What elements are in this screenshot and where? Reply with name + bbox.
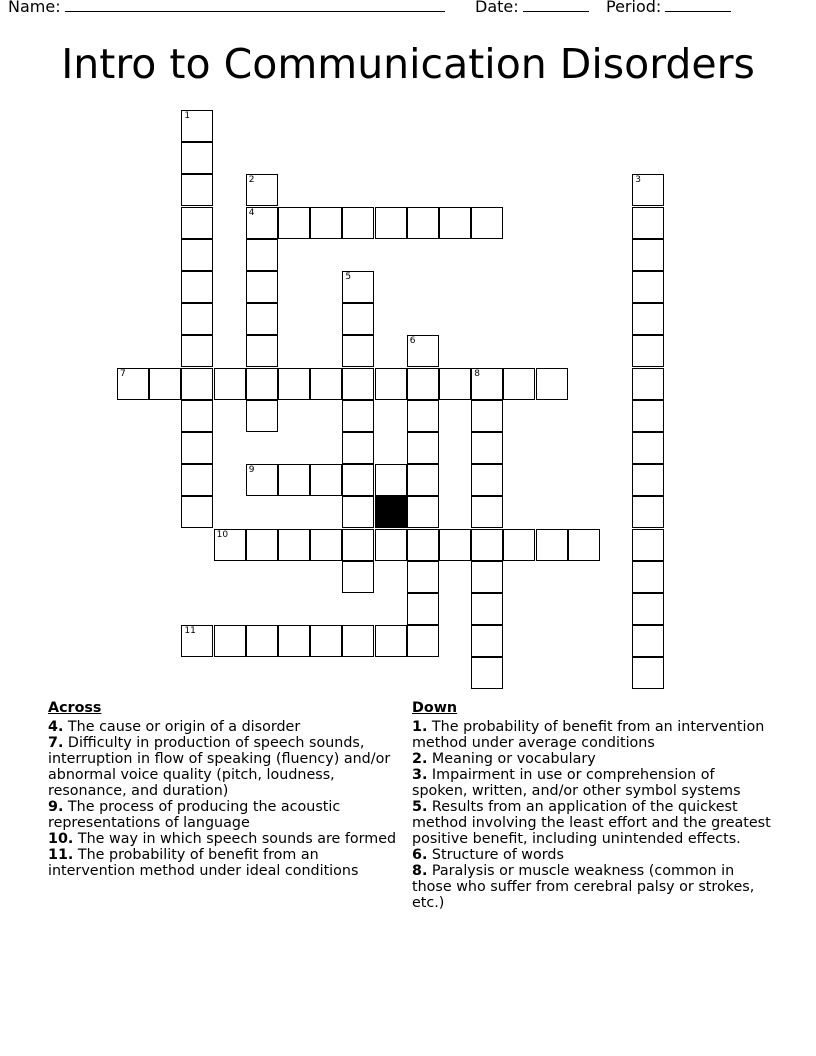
down-clues [412, 700, 772, 911]
grid-cell[interactable] [632, 657, 664, 689]
grid-cell[interactable] [214, 529, 246, 561]
grid-cell[interactable] [471, 593, 503, 625]
name-label: Name: [8, 0, 61, 16]
grid-cell[interactable] [503, 529, 535, 561]
grid-cell[interactable] [246, 529, 278, 561]
grid-cell[interactable] [407, 400, 439, 432]
clue-text: The cause or origin of a disorder [63, 719, 301, 735]
grid-cell[interactable] [439, 529, 471, 561]
grid-cell[interactable] [342, 368, 374, 400]
grid-cell[interactable] [471, 368, 503, 400]
grid-cell[interactable] [536, 529, 568, 561]
clue-number-label: 11. [48, 847, 74, 863]
grid-cell[interactable] [278, 207, 310, 239]
grid-cell[interactable] [181, 368, 213, 400]
across-clue-11 [48, 847, 408, 879]
grid-cell[interactable] [181, 142, 213, 174]
grid-cell[interactable] [632, 625, 664, 657]
grid-cell[interactable] [181, 239, 213, 271]
grid-cell[interactable] [471, 529, 503, 561]
grid-cell[interactable] [375, 368, 407, 400]
across-clue-7 [48, 735, 408, 799]
grid-cell[interactable] [342, 464, 374, 496]
grid-cell[interactable] [632, 593, 664, 625]
clue-text: The probability of benefit from an intervention method under average conditions [412, 719, 765, 751]
grid-cell[interactable] [632, 496, 664, 528]
grid-cell[interactable] [632, 335, 664, 367]
clue-text: Structure of words [427, 847, 564, 863]
grid-cell[interactable] [439, 368, 471, 400]
grid-cell[interactable] [278, 625, 310, 657]
grid-cell[interactable] [310, 625, 342, 657]
grid-cell[interactable] [471, 561, 503, 593]
grid-cell[interactable] [632, 432, 664, 464]
grid-cell[interactable] [246, 400, 278, 432]
grid-cell[interactable] [407, 625, 439, 657]
down-clue-list [412, 719, 772, 911]
grid-cell[interactable] [342, 207, 374, 239]
clue-number-label: 3. [412, 767, 428, 783]
grid-cell[interactable] [181, 625, 213, 657]
grid-cell[interactable] [310, 464, 342, 496]
grid-cell[interactable] [342, 561, 374, 593]
grid-cell[interactable] [181, 432, 213, 464]
grid-cell[interactable] [375, 625, 407, 657]
grid-cell[interactable] [407, 529, 439, 561]
grid-cell[interactable] [503, 368, 535, 400]
grid-cell[interactable] [342, 400, 374, 432]
clue-text: Impairment in use or comprehension of spoken, written, and/or other symbol systems [412, 767, 741, 799]
grid-cell[interactable] [632, 207, 664, 239]
clue-text: Results from an application of the quickest method involving the least effort and the greatest positive benefit, including unintended effects. [412, 799, 771, 847]
grid-cell[interactable] [246, 271, 278, 303]
grid-cell[interactable] [342, 335, 374, 367]
grid-cell[interactable] [632, 464, 664, 496]
grid-cell[interactable] [278, 529, 310, 561]
grid-cell[interactable] [632, 400, 664, 432]
grid-cell[interactable] [632, 174, 664, 206]
grid-cell[interactable] [632, 239, 664, 271]
grid-cell[interactable] [181, 400, 213, 432]
grid-cell[interactable] [375, 207, 407, 239]
clue-number-label: 9. [48, 799, 64, 815]
grid-cell[interactable] [632, 368, 664, 400]
grid-cell[interactable] [471, 432, 503, 464]
clue-number-label: 5. [412, 799, 428, 815]
grid-cell[interactable] [632, 271, 664, 303]
clue-number: 4 [248, 207, 255, 218]
grid-cell[interactable] [310, 529, 342, 561]
clue-number: 9 [248, 465, 255, 476]
grid-cell[interactable] [471, 496, 503, 528]
grid-cell[interactable] [536, 368, 568, 400]
grid-cell[interactable] [149, 368, 181, 400]
down-clue-6 [412, 847, 772, 863]
clue-number-label: 8. [412, 863, 428, 879]
grid-cell[interactable] [246, 207, 278, 239]
across-clue-list [48, 719, 408, 879]
clue-number: 1 [184, 111, 191, 121]
grid-cell[interactable] [246, 368, 278, 400]
grid-cell[interactable] [407, 464, 439, 496]
down-heading: Down [412, 700, 458, 716]
page-title: Intro to Communication Disorders [61, 40, 755, 88]
grid-cell[interactable] [407, 496, 439, 528]
clue-number-label: 7. [48, 735, 64, 751]
grid-cell[interactable] [471, 207, 503, 239]
grid-cell[interactable] [471, 464, 503, 496]
across-clues [48, 700, 408, 879]
across-clue-9 [48, 799, 408, 831]
grid-cell[interactable] [375, 529, 407, 561]
grid-cell[interactable] [407, 593, 439, 625]
grid-cell[interactable] [632, 529, 664, 561]
grid-cell[interactable] [632, 303, 664, 335]
across-heading: Across [48, 700, 102, 716]
grid-cell[interactable] [181, 271, 213, 303]
down-clue-3 [412, 767, 772, 799]
clue-number-label: 4. [48, 719, 64, 735]
grid-cell[interactable] [439, 207, 471, 239]
grid-cell[interactable] [181, 110, 213, 142]
grid-cell[interactable] [342, 303, 374, 335]
grid-cell[interactable] [407, 432, 439, 464]
grid-cell[interactable] [246, 174, 278, 206]
grid-cell[interactable] [568, 529, 600, 561]
grid-cell[interactable] [375, 464, 407, 496]
clue-number: 3 [635, 175, 641, 186]
clue-number: 7 [120, 368, 126, 379]
grid-cell[interactable] [246, 303, 278, 335]
grid-cell[interactable] [181, 496, 213, 528]
grid-cell[interactable] [342, 271, 374, 303]
clue-number: 8 [474, 368, 480, 379]
clue-number: 11 [184, 626, 196, 637]
grid-cell[interactable] [342, 529, 374, 561]
grid-cell[interactable] [471, 625, 503, 657]
grid-cell[interactable] [471, 657, 503, 689]
grid-cell[interactable] [246, 464, 278, 496]
clue-text: The process of producing the acoustic representations of language [48, 799, 341, 831]
across-clue-10 [48, 831, 408, 847]
grid-cell[interactable] [342, 625, 374, 657]
black-square [375, 496, 407, 528]
grid-cell[interactable] [278, 368, 310, 400]
grid-cell[interactable] [181, 174, 213, 206]
grid-cell[interactable] [181, 303, 213, 335]
grid-cell[interactable] [214, 625, 246, 657]
down-clue-1 [412, 719, 772, 751]
clue-text: Difficulty in production of speech sounds, interruption in flow of speaking (fluency) and/or abnormal voice quality (pitch, loudness, resonance, and duration) [48, 735, 391, 799]
grid-cell[interactable] [407, 207, 439, 239]
clue-text: The way in which speech sounds are formed [73, 831, 397, 847]
clue-number: 2 [248, 175, 255, 186]
grid-cell[interactable] [214, 368, 246, 400]
clue-number-label: 10. [48, 831, 74, 847]
grid-cell[interactable] [181, 335, 213, 367]
clue-number: 5 [345, 272, 352, 282]
clue-number: 10 [216, 529, 229, 540]
clue-text: Paralysis or muscle weakness (common in those who suffer from cerebral palsy or strokes, etc.) [412, 863, 755, 911]
grid-cell[interactable] [407, 335, 439, 367]
grid-cell[interactable] [632, 561, 664, 593]
grid-cell[interactable] [407, 561, 439, 593]
clue-number-label: 6. [412, 847, 428, 863]
grid-cell[interactable] [117, 368, 149, 400]
down-clue-2 [412, 751, 772, 767]
down-clue-5 [412, 799, 772, 847]
grid-cell[interactable] [278, 464, 310, 496]
date-label: Date: [475, 0, 519, 16]
grid-cell[interactable] [246, 625, 278, 657]
grid-cell[interactable] [246, 335, 278, 367]
clue-text: The probability of benefit from an intervention method under ideal conditions [48, 847, 359, 879]
period-label: Period: [606, 0, 662, 16]
grid-cell[interactable] [181, 464, 213, 496]
clue-number-label: 2. [412, 751, 428, 767]
grid-cell[interactable] [342, 496, 374, 528]
clue-text: Meaning or vocabulary [427, 751, 596, 767]
grid-cell[interactable] [342, 432, 374, 464]
grid-cell[interactable] [181, 207, 213, 239]
grid-cell[interactable] [310, 207, 342, 239]
grid-cell[interactable] [471, 400, 503, 432]
down-clue-8 [412, 863, 772, 911]
clue-number-label: 1. [412, 719, 428, 735]
grid-cell[interactable] [310, 368, 342, 400]
grid-cell[interactable] [407, 368, 439, 400]
grid-cell[interactable] [246, 239, 278, 271]
across-clue-4 [48, 719, 408, 735]
clue-number: 6 [409, 336, 416, 347]
